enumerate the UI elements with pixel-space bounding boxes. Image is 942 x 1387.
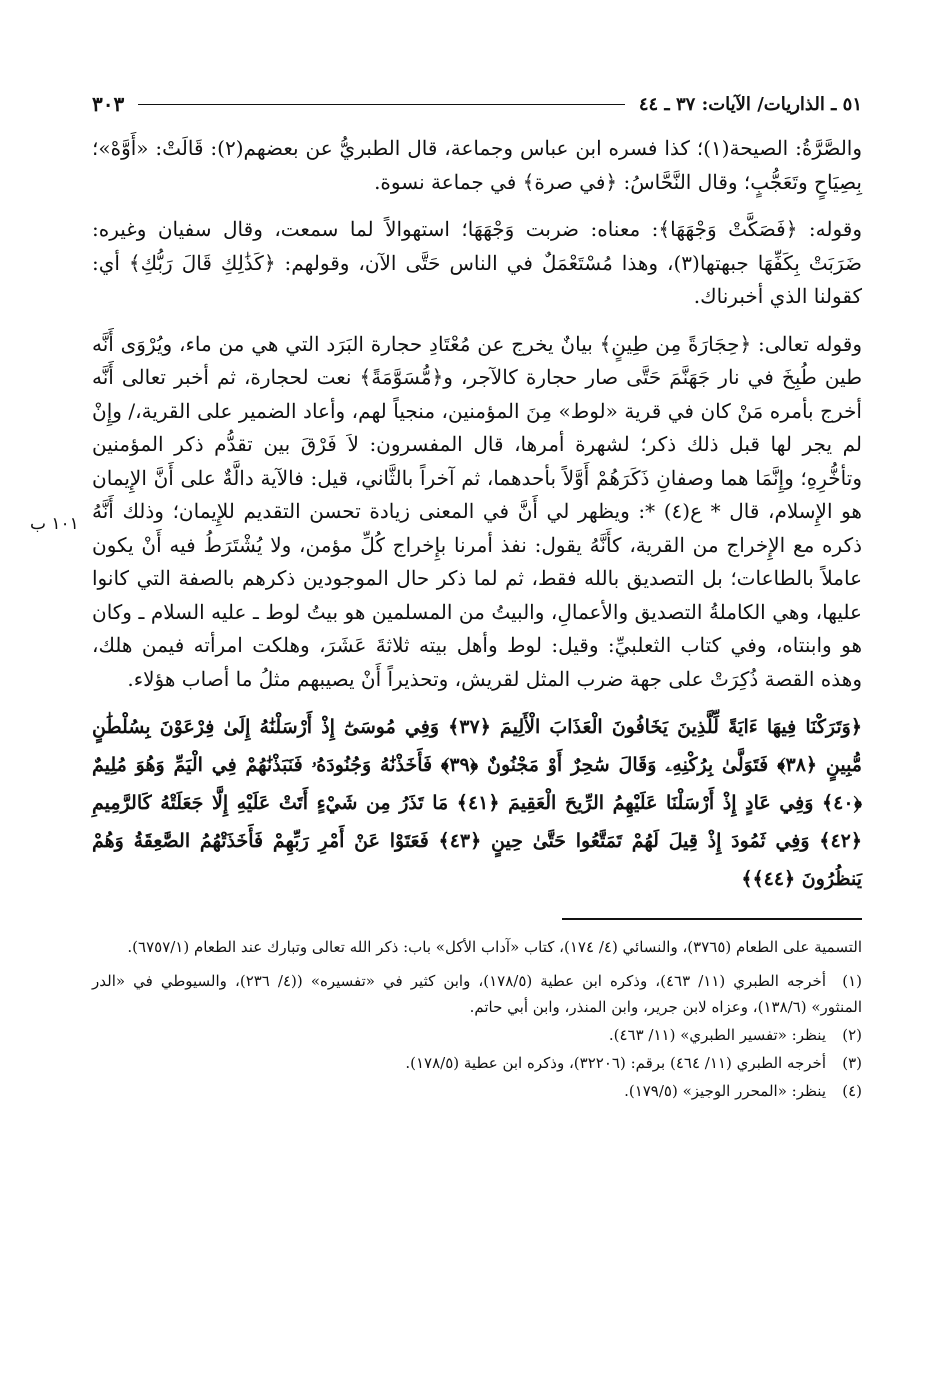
footnote-text: ينظر: «تفسير الطبري» (١١/ ٤٦٣). [608,1026,826,1044]
footnote-text: أخرجه الطبري (١١/ ٤٦٣)، وذكره ابن عطية (١٧٨/٥)، وابن كثير في «تفسيره» ((٤/ ٢٣٦)، والسيوطي في «الدر المنثور» (١٣٨/٦)، وعزاه لابن جرير، وابن المنذر، وابن أبي حاتم. [92,972,862,1016]
page-number: ٣٠٣ [92,92,125,116]
footnote-text: ينظر: «المحرر الوجيز» (١٧٩/٥). [624,1082,826,1100]
footnote-2 [92,1022,862,1048]
margin-folio-note: ١٠١ ب [30,514,79,534]
footnote-number: (٣) [842,1054,862,1072]
footnote-text: أخرجه الطبري (١١/ ٤٦٤) برقم: (٣٢٢٠٦)، وذكره ابن عطية (١٧٨/٥). [405,1054,826,1072]
footnote-3 [92,1050,862,1076]
footnote-number: (٢) [842,1026,862,1044]
body-paragraph-3: وقوله تعالى: ﴿حِجَارَةً مِن طِينٍ﴾ بيانٌ يخرج عن مُعْتَادِ حجارة البَرَد التي هي من ماء، ويُرْوَى أَنَّه طين طُبِخَ في نار جَهَنَّمَ حَتَّى صار حجارة كالآجر، و﴿مُّسَوَّمَةً﴾ نعت لحجارة، ثم أخبر تعالى أَنَّه أخرج بأمره مَنْ كان في قرية «لوط» مِنَ المؤمنين، منجياً لهم، وأعاد الضمير على القرية،/ وإِنْ لم يجر لها قبل ذلك ذكر؛ لشهرة أمرها، قال المفسرون: لاَ فَرْقَ بين تقدُّم ذكر المؤمنين وتأخُّرِهِ؛ وإِنَّمَا هما وصفانِ ذَكَرَهُمْ أَوَّلاً بأحدهما، ثم آخراً بالثَّاني، قيل: فالآية دالَّةٌ على أَنَّ الإِيمان هو الإِسلام، قال * ع(٤) *: ويظهر لي أَنَّ في المعنى زيادة تحسن التقديم للإِيمان؛ وذلك أَنَّهُ ذكره مع الإِخراج من القرية، كأَنَّهُ يقول: نفذ أمرنا بإِخراج كُلِّ مؤمن، ولا يُشْتَرَطُ فيه أَنْ يكون عاملاً بالطاعات؛ بل التصديق بالله فقط، ثم لما ذكر حال الموجودين ذكرهم بالصفة التي كانوا عليها، وهي الكاملةُ التصديق والأعمالِ، والبيتُ من المسلمين هو بيتُ لوط ـ عليه السلام ـ وكان هو وابنتاه، وفي كتاب الثعلبيِّ: وقيل: لوط وأهل بيته ثلاثةَ عَشَرَ، وهلكت امرأته فيمن هلك، وهذه القصة ذُكِرَتْ على جهة ضرب المثل لقريش، وتحذيراً أَنْ يصيبهم مثلُ ما أصاب هؤلاء. [92,331,862,691]
page [92,86,862,1106]
footnote-1 [92,968,862,1020]
header-rule [138,104,625,105]
footnote-continuation: التسمية على الطعام (٣٧٦٥)، والنسائي (٤/ ١٧٤)، كتاب «آداب الأكل» باب: ذكر الله تعالى وتبارك عند الطعام (٦٧٥٧/١). [127,938,862,956]
footnote-separator [562,918,862,920]
footnote-number: (٤) [842,1082,862,1100]
footnote-4 [92,1078,862,1104]
running-header [92,86,862,122]
body-paragraph-2: وقوله: ﴿فَصَكَّتْ وَجْهَهَا﴾: معناه: ضربت وَجْهَهَا؛ استهوالاً لما سمعت، وقال سفيان وغيره: ضَرَبَتْ بِكَفِّهَا جبهتها(٣)، وهذا مُسْتَعْمَلٌ في الناس حَتَّى الآن، وقولهم: ﴿كَذَٰلِكِ قَالَ رَبُّكِ﴾ أي: كقولنا الذي أخبرناك. [92,217,863,308]
body-paragraph-1: والصَّرَّةُ: الصيحة(١)؛ كذا فسره ابن عباس وجماعة، قال الطبريُّ عن بعضهم(٢): قَالَتْ: «أَوَّهْ»؛ بِصِيَاحٍ وتَعَجُّبٍ؛ وقال النَّحَّاسُ: ﴿في صرة﴾ في جماعة نسوة. [92,136,863,194]
footnote-number: (١) [842,972,862,990]
header-title: ٥١ ـ الذاريات/ الآيات: ٣٧ ـ ٤٤ [638,93,862,115]
quran-verses: ﴿وَتَرَكْنَا فِيهَا ءَايَةً لِّلَّذِينَ يَخَافُونَ الْعَذَابَ الْأَلِيمَ ﴿٣٧﴾ وَفِي مُوسَىٰٓ إِذْ أَرْسَلْنَٰهُ إِلَىٰ فِرْعَوْنَ بِسُلْطَٰنٍ مُّبِينٍ ﴿٣٨﴾ فَتَوَلَّىٰ بِرُكْنِهِۦ وَقَالَ سَٰحِرٌ أَوْ مَجْنُونٌ ﴿٣٩﴾ فَأَخَذْنَٰهُ وَجُنُودَهُۥ فَنَبَذْنَٰهُمْ فِي الْيَمِّ وَهُوَ مُلِيمٌ ﴿٤٠﴾ وَفِي عَادٍ إِذْ أَرْسَلْنَا عَلَيْهِمُ الرِّيحَ الْعَقِيمَ ﴿٤١﴾ مَا تَذَرُ مِن شَيْءٍ أَتَتْ عَلَيْهِ إِلَّا جَعَلَتْهُ كَالرَّمِيمِ ﴿٤٢﴾ وَفِي ثَمُودَ إِذْ قِيلَ لَهُمْ تَمَتَّعُوا حَتَّىٰ حِينٍ ﴿٤٣﴾ فَعَتَوْا عَنْ أَمْرِ رَبِّهِمْ فَأَخَذَتْهُمُ الصَّٰعِقَةُ وَهُمْ يَنظُرُونَ ﴿٤٤﴾﴾ [92,716,863,890]
